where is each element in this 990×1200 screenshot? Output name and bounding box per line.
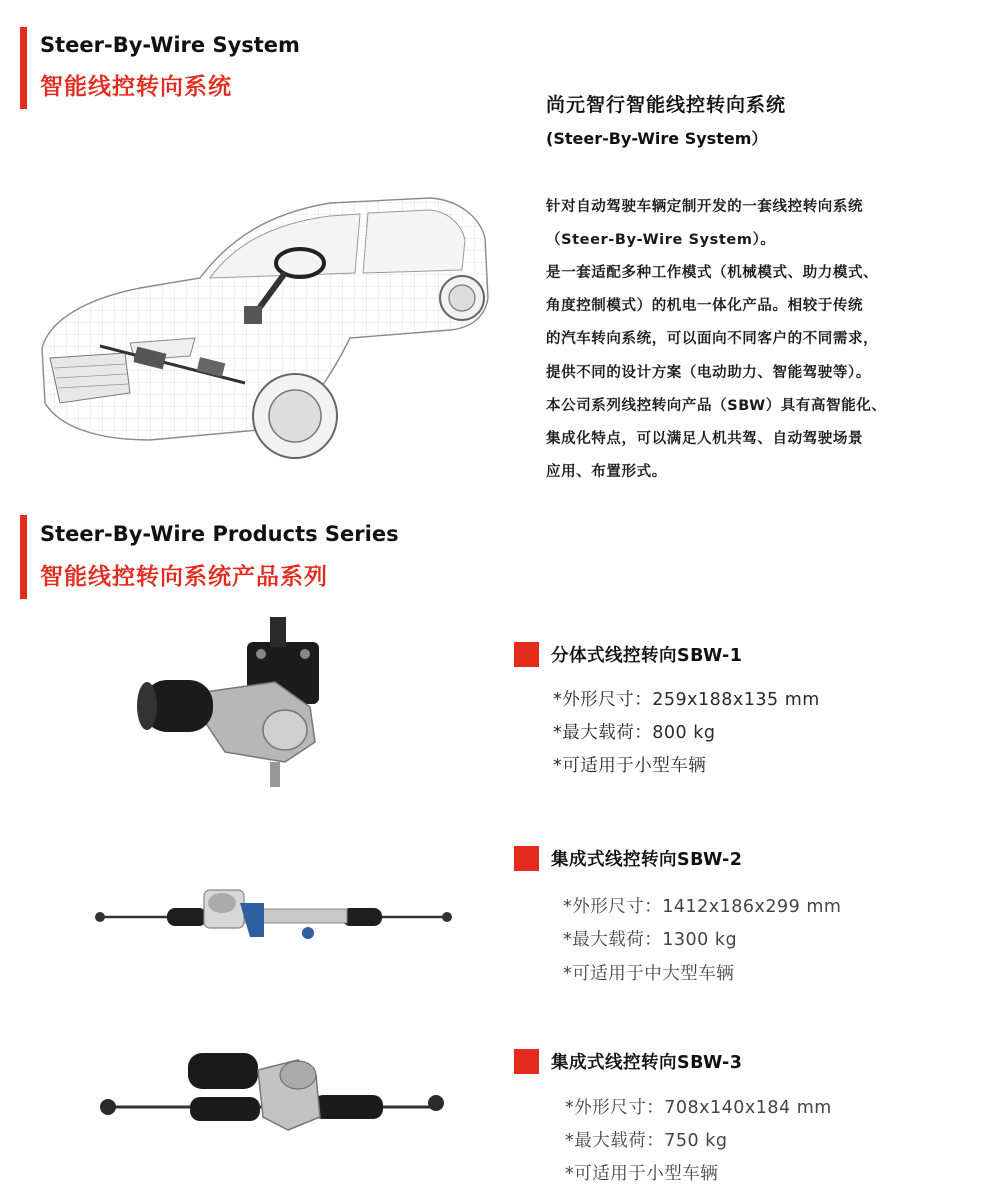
sbw-2-product-image [92, 875, 457, 950]
product-spec: *外形尺寸：1412x186x299 mm [563, 897, 842, 917]
product-spec: *可适用于中大型车辆 [563, 964, 735, 984]
intro-line: 提供不同的设计方案（电动助力、智能驾驶等）。 [546, 365, 871, 381]
intro-line: 应用、布置形式。 [546, 464, 667, 480]
product-name: 分体式线控转向SBW-1 [551, 646, 743, 666]
product-name: 集成式线控转向SBW-3 [551, 1053, 743, 1073]
intro-title: 尚元智行智能线控转向系统 [546, 94, 787, 116]
sbw-3-product-image [98, 1045, 448, 1150]
product-marker [514, 1049, 539, 1074]
product-name: 集成式线控转向SBW-2 [551, 850, 743, 870]
intro-line: 集成化特点，可以满足人机共驾、自动驾驶场景 [546, 431, 864, 447]
product-marker [514, 642, 539, 667]
section-title-en: Steer-By-Wire Products Series [40, 522, 399, 546]
product-marker [514, 846, 539, 871]
section-title-cn: 智能线控转向系统产品系列 [40, 564, 328, 590]
section-accent-bar [20, 27, 27, 109]
product-spec: *最大载荷：1300 kg [563, 930, 738, 950]
product-spec: *最大载荷：750 kg [565, 1131, 728, 1151]
section-accent-bar [20, 515, 27, 599]
intro-subtitle: (Steer-By-Wire System） [546, 129, 768, 148]
intro-line: 本公司系列线控转向产品（SBW）具有高智能化、 [546, 398, 887, 414]
intro-line: 是一套适配多种工作模式（机械模式、助力模式、 [546, 265, 879, 281]
product-spec: *最大载荷：800 kg [553, 723, 716, 743]
section-title-en: Steer-By-Wire System [40, 33, 300, 57]
car-wireframe-image [30, 178, 500, 478]
product-spec: *外形尺寸：259x188x135 mm [553, 690, 820, 710]
intro-line: （Steer-By-Wire System）。 [546, 232, 776, 248]
product-spec: *外形尺寸：708x140x184 mm [565, 1098, 832, 1118]
sbw-1-product-image [135, 612, 335, 792]
intro-line: 角度控制模式）的机电一体化产品。相较于传统 [546, 298, 864, 314]
intro-line: 的汽车转向系统，可以面向不同客户的不同需求， [546, 331, 879, 347]
section-title-cn: 智能线控转向系统 [40, 74, 232, 100]
product-spec: *可适用于小型车辆 [553, 756, 707, 776]
intro-line: 针对自动驾驶车辆定制开发的一套线控转向系统 [546, 199, 864, 215]
product-spec: *可适用于小型车辆 [565, 1164, 719, 1184]
